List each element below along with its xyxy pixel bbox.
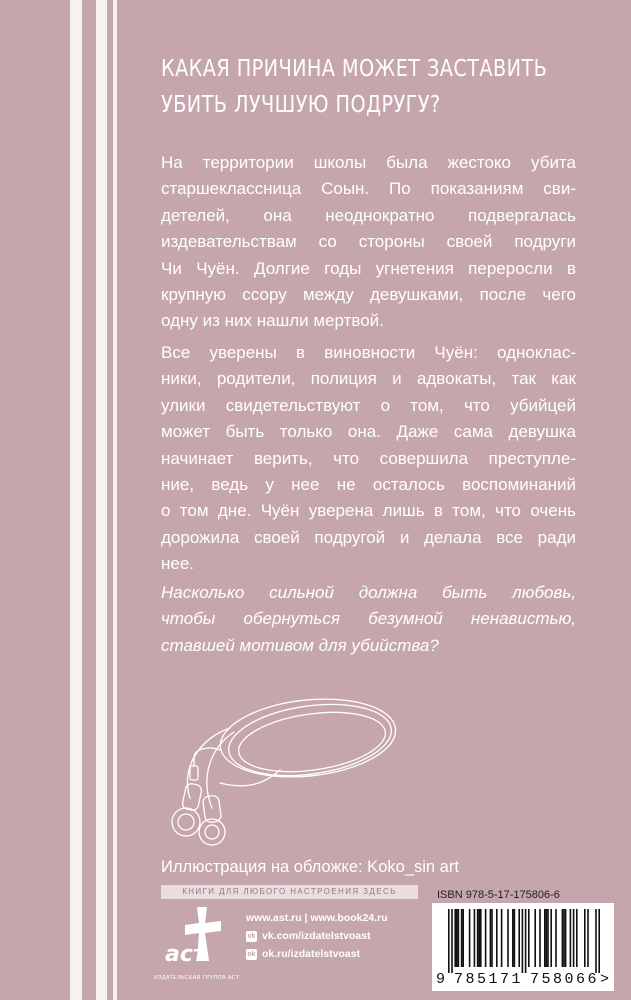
barcode-bar bbox=[514, 909, 516, 967]
barcode-bar bbox=[547, 909, 549, 967]
barcode-bar bbox=[512, 909, 514, 967]
barcode-bar bbox=[555, 909, 557, 967]
barcode-bar bbox=[525, 909, 527, 973]
text-line: дорожила своей подругой и делала все ради bbox=[161, 527, 576, 547]
text-line: крупную ссору между девушками, после чего bbox=[161, 285, 576, 305]
barcode-bar bbox=[518, 909, 520, 967]
ok-link-text: ok.ru/izdatelstvoast bbox=[262, 948, 361, 960]
barcode-bar bbox=[534, 909, 536, 967]
vk-icon: vk bbox=[247, 932, 256, 940]
logo-caption: ИЗДАТЕЛЬСКАЯ ГРУППА АСТ bbox=[154, 975, 240, 981]
cover-stripe-middle bbox=[96, 0, 107, 1000]
barcode-number bbox=[432, 971, 614, 991]
barcode-first-digit: 9 bbox=[436, 971, 446, 988]
barcode-bar bbox=[522, 909, 524, 973]
earphones-illustration bbox=[160, 688, 400, 848]
isbn-text: ISBN 978-5-17-175806-6 bbox=[437, 889, 560, 901]
barcode-bar bbox=[570, 909, 572, 967]
barcode-bar bbox=[469, 909, 471, 967]
barcode-bar bbox=[462, 909, 464, 967]
barcode-group-2: 758066 bbox=[530, 971, 600, 988]
text-line: улики свидетельствуют о том, что убийцей bbox=[161, 395, 576, 415]
logo-text: аст bbox=[165, 942, 206, 967]
cover-stripe-left bbox=[70, 0, 82, 1000]
barcode-bar bbox=[550, 909, 552, 967]
barcode-bar bbox=[490, 909, 492, 967]
barcode-end-mark: > bbox=[600, 971, 610, 988]
barcode-bar bbox=[477, 909, 479, 967]
barcode-bar bbox=[565, 909, 567, 967]
barcode-bar bbox=[478, 909, 480, 967]
cover-illustration-credit: Иллюстрация на обложке: Koko_sin art bbox=[161, 858, 459, 876]
vk-link-text: vk.com/izdatelstvoast bbox=[262, 930, 371, 942]
barcode-bar bbox=[595, 909, 597, 973]
text-line: издевательствам со стороны своей подруги bbox=[161, 232, 576, 252]
barcode-bar bbox=[544, 909, 546, 967]
ok-link[interactable] bbox=[246, 948, 388, 960]
website-links[interactable]: www.ast.ru | www.book24.ru bbox=[246, 912, 388, 924]
ast-logo bbox=[159, 905, 229, 973]
text-line: ники, родители, полиция и адвокаты, так как bbox=[161, 369, 576, 389]
barcode-bar bbox=[587, 909, 589, 967]
barcode-bar bbox=[576, 909, 578, 967]
headline bbox=[161, 50, 548, 122]
barcode-bar bbox=[474, 909, 476, 967]
text-line: На территории школы была жестоко убита bbox=[161, 153, 576, 172]
text-line: может быть только она. Даже сама девушка bbox=[161, 422, 576, 442]
barcode-bar bbox=[584, 909, 586, 967]
text-line: Насколько сильной должна быть любовь, bbox=[161, 583, 576, 602]
text-line: Все уверены в виновности Чуён: одноклас- bbox=[161, 343, 576, 362]
text-line: о том дне. Чуён уверена лишь в том, что очень bbox=[161, 501, 576, 521]
barcode-bar bbox=[448, 909, 450, 973]
vk-link[interactable] bbox=[246, 930, 388, 942]
barcode-bar bbox=[456, 909, 458, 967]
barcode bbox=[432, 903, 614, 991]
barcode-bar bbox=[562, 909, 564, 967]
barcode-bar bbox=[563, 909, 565, 967]
barcode-group-1: 785171 bbox=[454, 971, 524, 988]
barcode-bar bbox=[528, 909, 530, 967]
headline-line-1: КАКАЯ ПРИЧИНА МОЖЕТ ЗАСТАВИТЬ bbox=[161, 54, 548, 82]
synopsis-paragraph-1 bbox=[161, 150, 576, 335]
text-line: одну из них нашли мертвой. bbox=[161, 311, 384, 331]
barcode-bar bbox=[546, 909, 548, 967]
barcode-bar bbox=[573, 909, 575, 967]
barcode-bar bbox=[451, 909, 453, 973]
barcode-bar bbox=[496, 909, 498, 967]
barcode-bar bbox=[485, 909, 487, 967]
text-line: чтобы обернуться безумной ненавистью, bbox=[161, 609, 576, 629]
barcode-bars bbox=[432, 903, 614, 975]
publisher-links bbox=[246, 912, 388, 960]
text-line: нее. bbox=[161, 554, 195, 574]
publisher-tagline: КНИГИ ДЛЯ ЛЮБОГО НАСТРОЕНИЯ ЗДЕСЬ bbox=[161, 885, 418, 899]
cover-stripe-right bbox=[113, 0, 117, 1000]
synopsis-paragraph-2 bbox=[161, 340, 576, 578]
barcode-bar bbox=[598, 909, 600, 973]
text-line: ставшей мотивом для убийства? bbox=[161, 635, 439, 655]
text-line: детелей, она неоднократно подвергалась bbox=[161, 205, 576, 225]
ok-icon: ok bbox=[247, 950, 256, 958]
barcode-bar bbox=[507, 909, 509, 967]
barcode-bar bbox=[458, 909, 460, 967]
text-line: начинает верить, что совершила преступле- bbox=[161, 448, 576, 468]
headline-line-2: УБИТЬ ЛУЧШУЮ ПОДРУГУ? bbox=[161, 90, 441, 118]
text-line: старшеклассница Соын. По показаниям сви- bbox=[161, 179, 576, 199]
barcode-bar bbox=[539, 909, 541, 967]
tagline-question bbox=[161, 580, 576, 659]
barcode-bar bbox=[491, 909, 493, 967]
barcode-bar bbox=[461, 909, 463, 967]
barcode-bar bbox=[480, 909, 482, 967]
barcode-bar bbox=[501, 909, 503, 967]
text-line: Чи Чуён. Долгие годы угнетения переросли в bbox=[161, 258, 576, 278]
barcode-bar bbox=[454, 909, 456, 967]
text-line: ние, ведь у нее не осталось воспоминаний bbox=[161, 475, 576, 495]
